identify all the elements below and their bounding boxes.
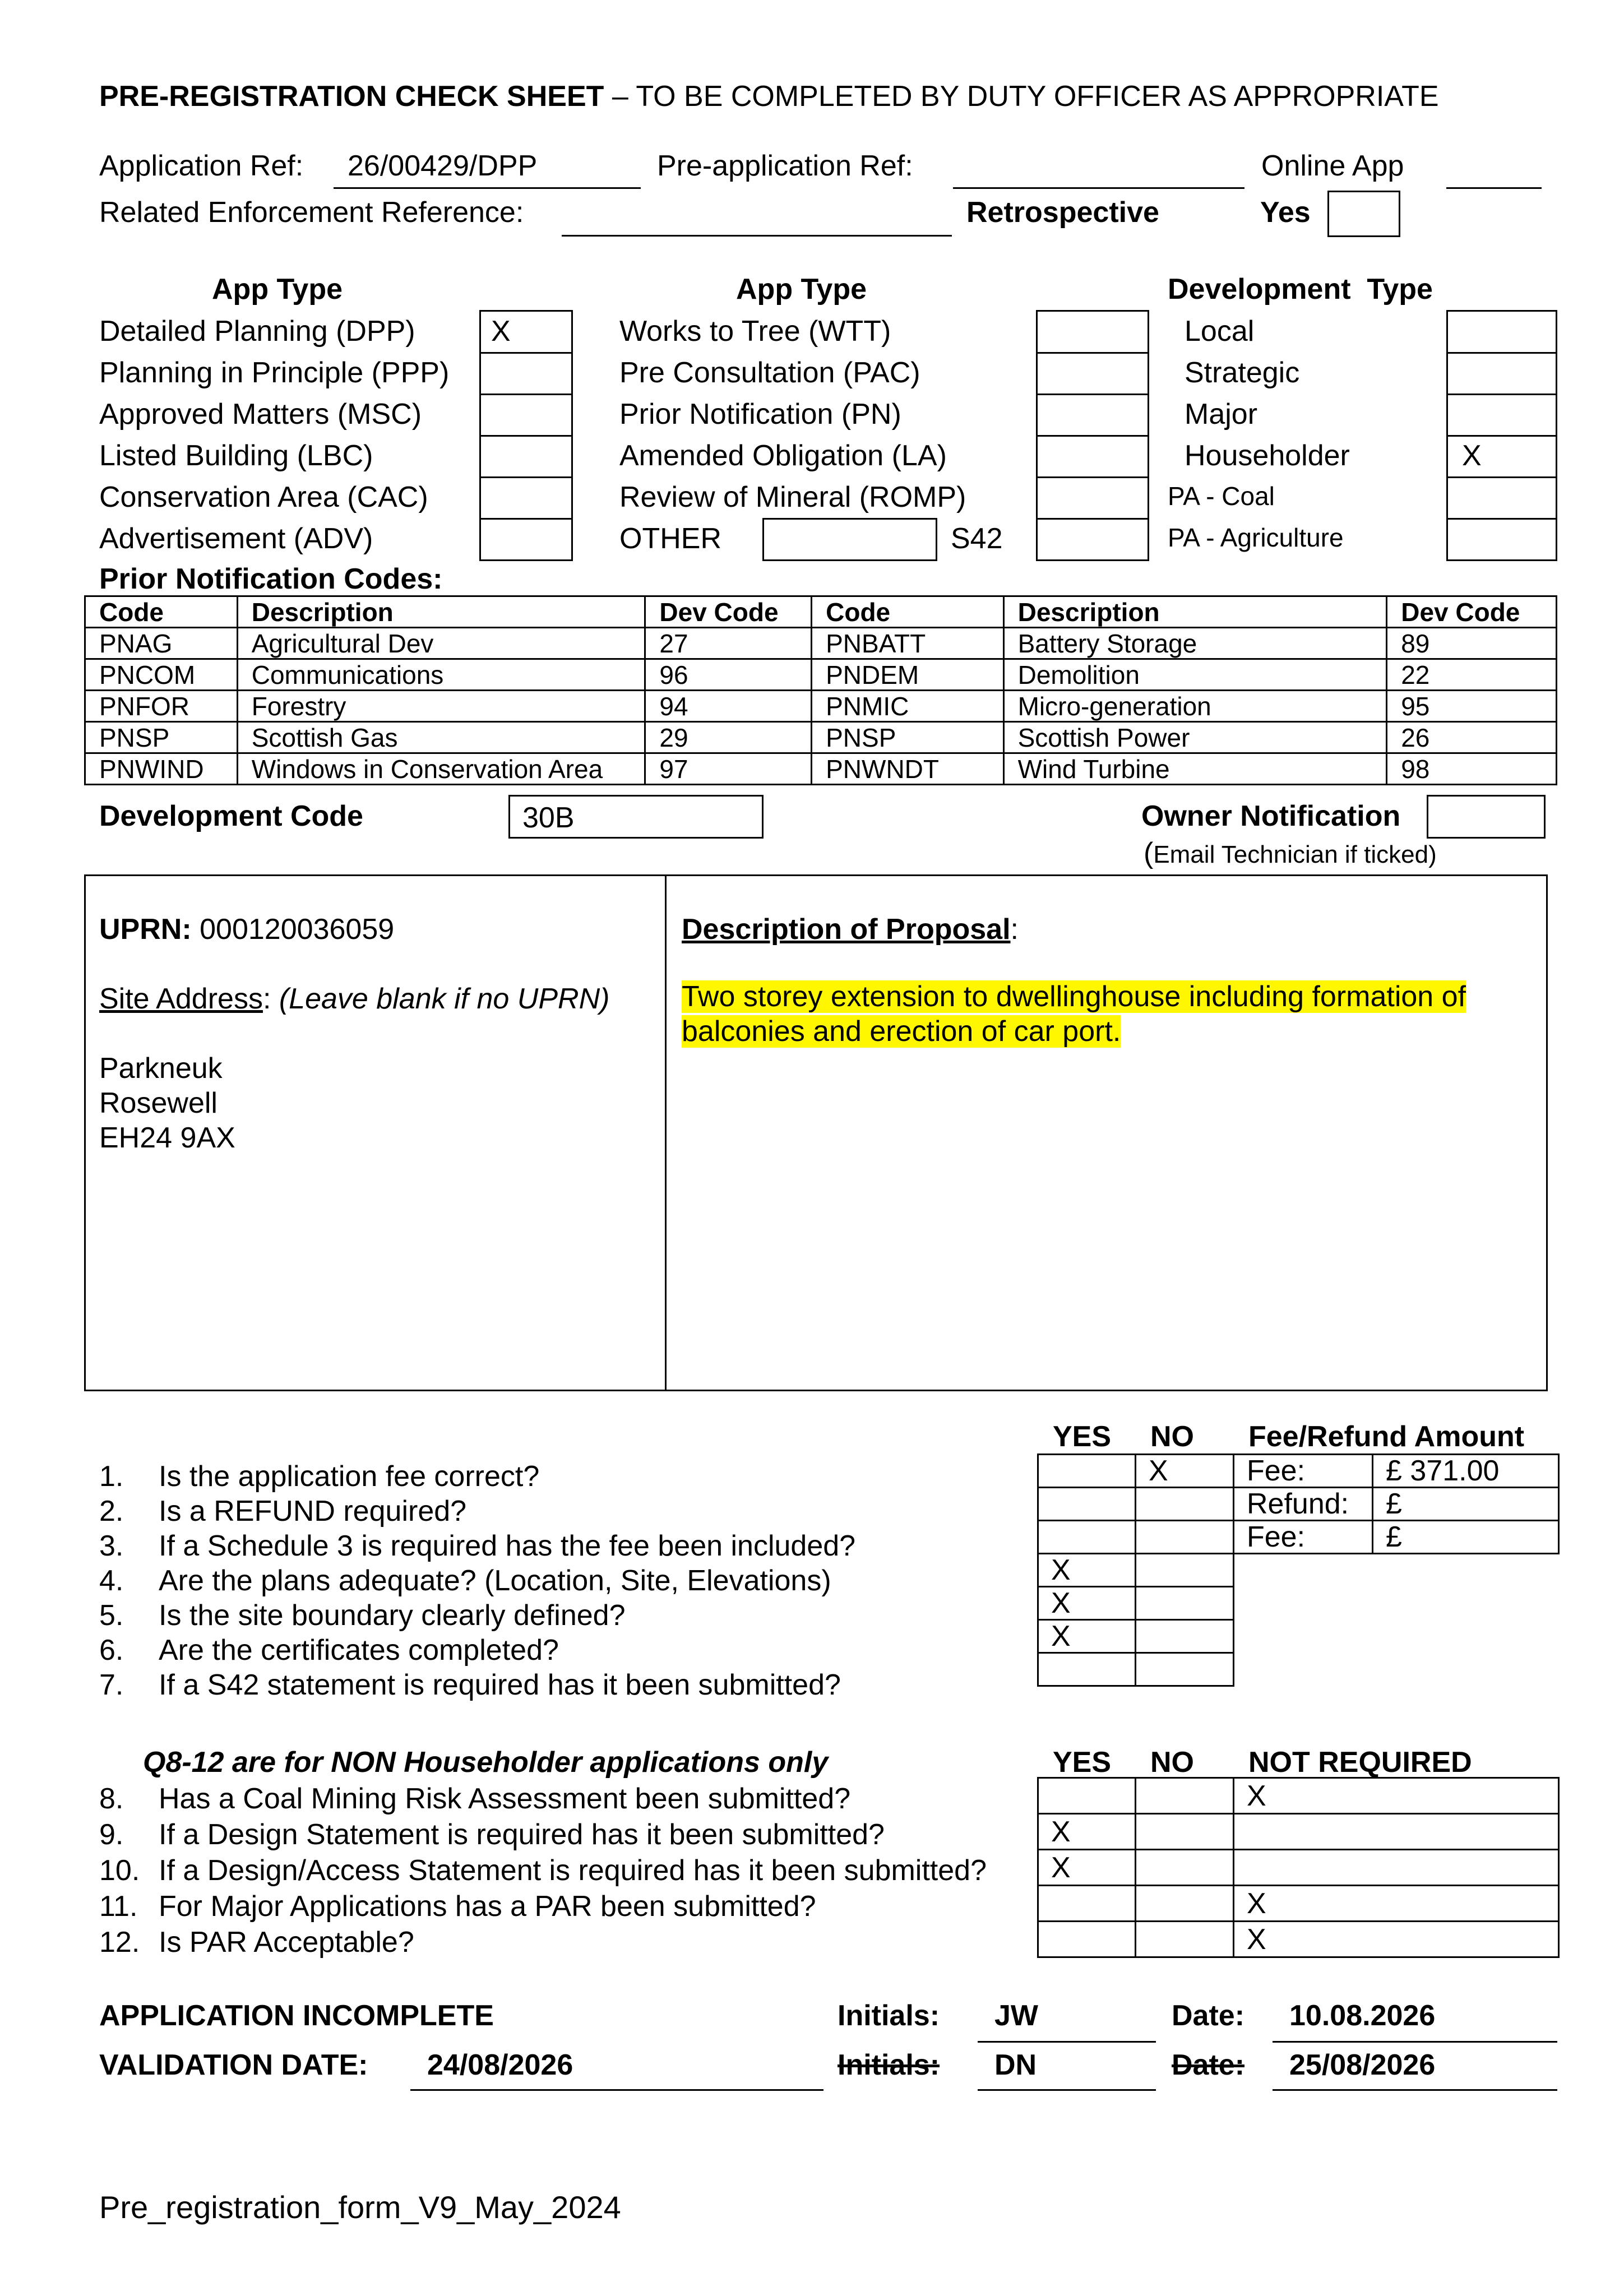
address-line: Parkneuk (99, 1052, 223, 1085)
col-dev-code-1: Dev Code (645, 596, 812, 628)
owner-notification-label: Owner Notification (1141, 800, 1401, 832)
app-type-wtt-label: Works to Tree (WTT) (619, 315, 891, 348)
application-ref-label: Application Ref: (99, 150, 304, 182)
yes-checkbox[interactable]: X (1038, 1814, 1136, 1850)
online-app-field[interactable] (1446, 187, 1542, 189)
owner-notification-checkbox[interactable] (1427, 795, 1546, 839)
col-code-1: Code (85, 596, 238, 628)
question-text: If a S42 statement is required has it been submitted? (159, 1669, 841, 1701)
question-text: Is PAR Acceptable? (159, 1926, 414, 1959)
not-required-checkbox[interactable] (1234, 1814, 1559, 1850)
prior-notification-table (84, 595, 1557, 785)
title-rest: – TO BE COMPLETED BY DUTY OFFICER AS APPROPRIATE (612, 80, 1439, 113)
initials2-label: Initials: (838, 2049, 940, 2081)
yes-checkbox[interactable]: X (1038, 1587, 1136, 1620)
table-row (85, 753, 1557, 785)
form-version: Pre_registration_form_V9_May_2024 (99, 2189, 621, 2225)
question-number: 4. (99, 1564, 124, 1597)
app-type-other-label: OTHER (619, 522, 721, 555)
cell: Forestry (237, 691, 645, 722)
site-address-heading: Site Address: (Leave blank if no UPRN) (99, 983, 610, 1015)
cell: 94 (645, 691, 812, 722)
no-checkbox[interactable] (1136, 1554, 1234, 1587)
cell: PNAG (85, 628, 238, 659)
app-type-dpp-checkbox[interactable]: X (491, 315, 511, 348)
question-text: Are the certificates completed? (159, 1634, 559, 1667)
validation-date-underline (410, 2089, 823, 2091)
note-paren: ( (1144, 837, 1154, 869)
app-type-msc-label: Approved Matters (MSC) (99, 398, 422, 430)
development-code-field[interactable] (508, 795, 764, 839)
s42-label: S42 (951, 522, 1003, 555)
table-row (1038, 1653, 1234, 1686)
cell: PNSP (812, 722, 1003, 753)
not-required-checkbox[interactable]: X (1234, 1922, 1559, 1957)
table-row (85, 659, 1557, 691)
divider (1446, 352, 1557, 354)
no-checkbox[interactable] (1136, 1587, 1234, 1620)
cell: 95 (1387, 691, 1557, 722)
fee-amount-field[interactable]: £ (1373, 1521, 1559, 1554)
date2-underline (1273, 2089, 1557, 2091)
dev-type-householder-label: Householder (1185, 439, 1350, 472)
application-ref-value[interactable]: 26/00429/DPP (348, 150, 538, 182)
checks1-col-yes: YES (1053, 1420, 1112, 1453)
divider (479, 435, 573, 437)
col-dev-code-2: Dev Code (1387, 596, 1557, 628)
dev-type-strategic-label: Strategic (1185, 357, 1300, 389)
cell: PNWNDT (812, 753, 1003, 785)
checks2-col-not-required: NOT REQUIRED (1248, 1746, 1472, 1779)
cell: Agricultural Dev (237, 628, 645, 659)
description-text: balconies and erection of car port. (682, 1015, 1121, 1048)
table-row (1038, 1587, 1234, 1620)
no-checkbox[interactable] (1136, 1922, 1234, 1957)
table-row (1038, 1488, 1234, 1521)
cell: PNFOR (85, 691, 238, 722)
divider (479, 518, 573, 520)
fee-label: Fee: (1234, 1521, 1373, 1554)
checks2-answer-grid (1037, 1777, 1560, 1958)
note-text: Email Technician if ticked) (1153, 841, 1437, 868)
app-type-pac-label: Pre Consultation (PAC) (619, 357, 920, 389)
no-checkbox[interactable] (1136, 1521, 1234, 1554)
page-title (99, 82, 1439, 111)
site-details-divider (665, 874, 667, 1391)
table-row (1038, 1814, 1559, 1850)
no-checkbox[interactable] (1136, 1653, 1234, 1686)
divider (1036, 518, 1149, 520)
cell: 98 (1387, 753, 1557, 785)
divider (1036, 435, 1149, 437)
question-text: If a Schedule 3 is required has the fee been included? (159, 1530, 856, 1562)
not-required-checkbox[interactable] (1234, 1850, 1559, 1886)
cell: 29 (645, 722, 812, 753)
cell: Communications (237, 659, 645, 691)
question-number: 3. (99, 1530, 124, 1562)
app-type-ppp-label: Planning in Principle (PPP) (99, 357, 450, 389)
initials-label: Initials: (838, 1999, 940, 2032)
retrospective-label: Retrospective (966, 196, 1159, 229)
cell: PNBATT (812, 628, 1003, 659)
no-checkbox[interactable]: X (1136, 1455, 1234, 1488)
question-text: Has a Coal Mining Risk Assessment been submitted? (159, 1783, 851, 1815)
question-number: 10. (99, 1854, 140, 1887)
no-checkbox[interactable] (1136, 1850, 1234, 1886)
initials-value[interactable]: JW (994, 1999, 1038, 2032)
checks2-heading: Q8-12 are for NON Householder applications only (143, 1746, 829, 1779)
question-text: Is the site boundary clearly defined? (159, 1599, 626, 1632)
yes-checkbox[interactable] (1038, 1455, 1136, 1488)
application-ref-underline (334, 187, 641, 189)
question-text: If a Design Statement is required has it been submitted? (159, 1818, 885, 1851)
cell: 96 (645, 659, 812, 691)
fee-amount-field[interactable]: £ 371.00 (1373, 1455, 1559, 1488)
table-row (1234, 1455, 1559, 1488)
no-checkbox[interactable] (1136, 1886, 1234, 1922)
no-checkbox[interactable] (1136, 1620, 1234, 1653)
col-description-2: Description (1003, 596, 1387, 628)
yes-checkbox[interactable] (1038, 1653, 1136, 1686)
date2-label: Date: (1172, 2049, 1245, 2081)
description-label: Description of Proposal (682, 913, 1011, 946)
online-app-label: Online App (1261, 150, 1404, 182)
yes-checkbox[interactable] (1038, 1778, 1136, 1814)
development-type-heading: Development Type (1168, 273, 1433, 305)
refund-label: Refund: (1234, 1488, 1373, 1521)
question-number: 7. (99, 1669, 124, 1701)
address-line: EH24 9AX (99, 1122, 235, 1154)
validation-date-value[interactable]: 24/08/2026 (427, 2049, 573, 2081)
cell: Demolition (1003, 659, 1387, 691)
table-row (1038, 1778, 1559, 1814)
no-checkbox[interactable] (1136, 1778, 1234, 1814)
question-number: 9. (99, 1818, 124, 1851)
site-details-box (84, 874, 1548, 1391)
cell: Wind Turbine (1003, 753, 1387, 785)
table-row (1038, 1850, 1559, 1886)
description-text: Two storey extension to dwellinghouse including formation of (682, 980, 1466, 1013)
owner-notification-note (1144, 839, 1437, 868)
cell: Battery Storage (1003, 628, 1387, 659)
cell: PNCOM (85, 659, 238, 691)
cell: 27 (645, 628, 812, 659)
prior-notification-heading: Prior Notification Codes: (99, 563, 443, 595)
not-required-checkbox[interactable]: X (1234, 1886, 1559, 1922)
date-label: Date: (1172, 1999, 1245, 2032)
cell: PNDEM (812, 659, 1003, 691)
cell: Scottish Gas (237, 722, 645, 753)
yes-checkbox[interactable] (1038, 1886, 1136, 1922)
table-row (85, 628, 1557, 659)
table-row (85, 722, 1557, 753)
uprn (99, 915, 394, 944)
related-enforcement-label: Related Enforcement Reference: (99, 196, 524, 229)
divider (1036, 352, 1149, 354)
yes-checkbox[interactable] (1038, 1521, 1136, 1554)
question-text: Are the plans adequate? (Location, Site, Elevations) (159, 1564, 831, 1597)
divider (1446, 394, 1557, 395)
cell: PNMIC (812, 691, 1003, 722)
checks2-col-no: NO (1150, 1746, 1194, 1779)
initials-underline (978, 2041, 1156, 2043)
checks1-col-fee: Fee/Refund Amount (1248, 1420, 1525, 1453)
question-number: 12. (99, 1926, 140, 1959)
cell: 22 (1387, 659, 1557, 691)
dev-type-local-label: Local (1185, 315, 1255, 348)
app-type-pn-label: Prior Notification (PN) (619, 398, 901, 430)
question-text: Is a REFUND required? (159, 1495, 467, 1527)
table-row (1234, 1488, 1559, 1521)
date-value[interactable]: 10.08.2026 (1289, 1999, 1436, 2032)
site-address-label: Site Address (99, 983, 263, 1015)
question-number: 5. (99, 1599, 124, 1632)
dev-type-major-label: Major (1185, 398, 1258, 430)
cell: Scottish Power (1003, 722, 1387, 753)
cell: 97 (645, 753, 812, 785)
question-text: Is the application fee correct? (159, 1460, 540, 1493)
divider (479, 394, 573, 395)
col-description-1: Description (237, 596, 645, 628)
yes-checkbox[interactable] (1038, 1922, 1136, 1957)
yes-checkbox[interactable]: X (1038, 1554, 1136, 1587)
question-text: For Major Applications has a PAR been submitted? (159, 1890, 816, 1923)
app-type-la-label: Amended Obligation (LA) (619, 439, 947, 472)
question-number: 2. (99, 1495, 124, 1527)
checks1-col-no: NO (1150, 1420, 1194, 1453)
yes-label: Yes (1260, 196, 1311, 229)
table-header-row (85, 596, 1557, 628)
question-number: 6. (99, 1634, 124, 1667)
pre-application-ref-label: Pre-application Ref: (657, 150, 913, 182)
other-text-field[interactable] (762, 518, 937, 561)
related-enforcement-field[interactable] (562, 235, 952, 237)
development-code-value: 30B (522, 802, 575, 834)
pre-application-ref-field[interactable] (953, 187, 1244, 189)
table-row (1038, 1922, 1559, 1957)
question-text: If a Design/Access Statement is required has it been submitted? (159, 1854, 987, 1887)
description-heading: Description of Proposal: (682, 913, 1019, 946)
yes-checkbox[interactable]: X (1038, 1620, 1136, 1653)
fee-label: Fee: (1234, 1455, 1373, 1488)
divider (1446, 476, 1557, 478)
table-row (1234, 1521, 1559, 1554)
checks1-answer-grid (1037, 1453, 1234, 1687)
table-row (1038, 1886, 1559, 1922)
col-code-2: Code (812, 596, 1003, 628)
app-type-adv-label: Advertisement (ADV) (99, 522, 373, 555)
yes-checkbox[interactable] (1038, 1488, 1136, 1521)
development-code-label: Development Code (99, 800, 363, 832)
app-type-heading-2: App Type (736, 273, 867, 305)
yes-checkbox[interactable]: X (1038, 1850, 1136, 1886)
cell: 26 (1387, 722, 1557, 753)
divider (1036, 476, 1149, 478)
table-row (1038, 1521, 1234, 1554)
no-checkbox[interactable] (1136, 1488, 1234, 1521)
app-type-heading-1: App Type (212, 273, 343, 305)
checks2-col-yes: YES (1053, 1746, 1112, 1779)
app-type-lbc-label: Listed Building (LBC) (99, 439, 373, 472)
validation-date-label: VALIDATION DATE: (99, 2049, 368, 2081)
site-address-note: (Leave blank if no UPRN) (279, 983, 610, 1015)
app-type-dpp-label: Detailed Planning (DPP) (99, 315, 415, 348)
divider (479, 352, 573, 354)
app-type-romp-label: Review of Mineral (ROMP) (619, 481, 966, 513)
table-row (1038, 1620, 1234, 1653)
uprn-value: 000120036059 (200, 913, 395, 946)
description-line-2 (682, 1017, 1121, 1046)
cell: 89 (1387, 628, 1557, 659)
retrospective-yes-box[interactable] (1327, 191, 1400, 237)
dev-type-pa-agriculture-label: PA - Agriculture (1168, 523, 1344, 552)
cell: PNSP (85, 722, 238, 753)
divider (1036, 394, 1149, 395)
table-row (85, 691, 1557, 722)
application-incomplete-label: APPLICATION INCOMPLETE (99, 1999, 494, 2032)
initials2-value[interactable]: DN (994, 2049, 1037, 2081)
cell: PNWIND (85, 753, 238, 785)
cell: Micro-generation (1003, 691, 1387, 722)
title-bold: PRE-REGISTRATION CHECK SHEET (99, 80, 604, 113)
question-number: 8. (99, 1783, 124, 1815)
table-row (1038, 1554, 1234, 1587)
dev-type-householder-checkbox[interactable]: X (1462, 439, 1482, 472)
uprn-label: UPRN: (99, 913, 192, 946)
divider (1446, 435, 1557, 437)
question-number: 11. (99, 1890, 138, 1923)
initials2-underline (978, 2089, 1156, 2091)
address-line: Rosewell (99, 1087, 218, 1119)
app-type-cac-label: Conservation Area (CAC) (99, 481, 428, 513)
date-underline (1273, 2041, 1557, 2043)
no-checkbox[interactable] (1136, 1814, 1234, 1850)
divider (479, 476, 573, 478)
date2-value[interactable]: 25/08/2026 (1289, 2049, 1436, 2081)
cell: Windows in Conservation Area (237, 753, 645, 785)
dev-type-pa-coal-label: PA - Coal (1168, 482, 1275, 511)
question-number: 1. (99, 1460, 124, 1493)
refund-amount-field[interactable]: £ (1373, 1488, 1559, 1521)
fee-refund-grid (1233, 1453, 1560, 1554)
divider (1446, 518, 1557, 520)
not-required-checkbox[interactable]: X (1234, 1778, 1559, 1814)
description-line-1 (682, 982, 1466, 1011)
table-row (1038, 1455, 1234, 1488)
